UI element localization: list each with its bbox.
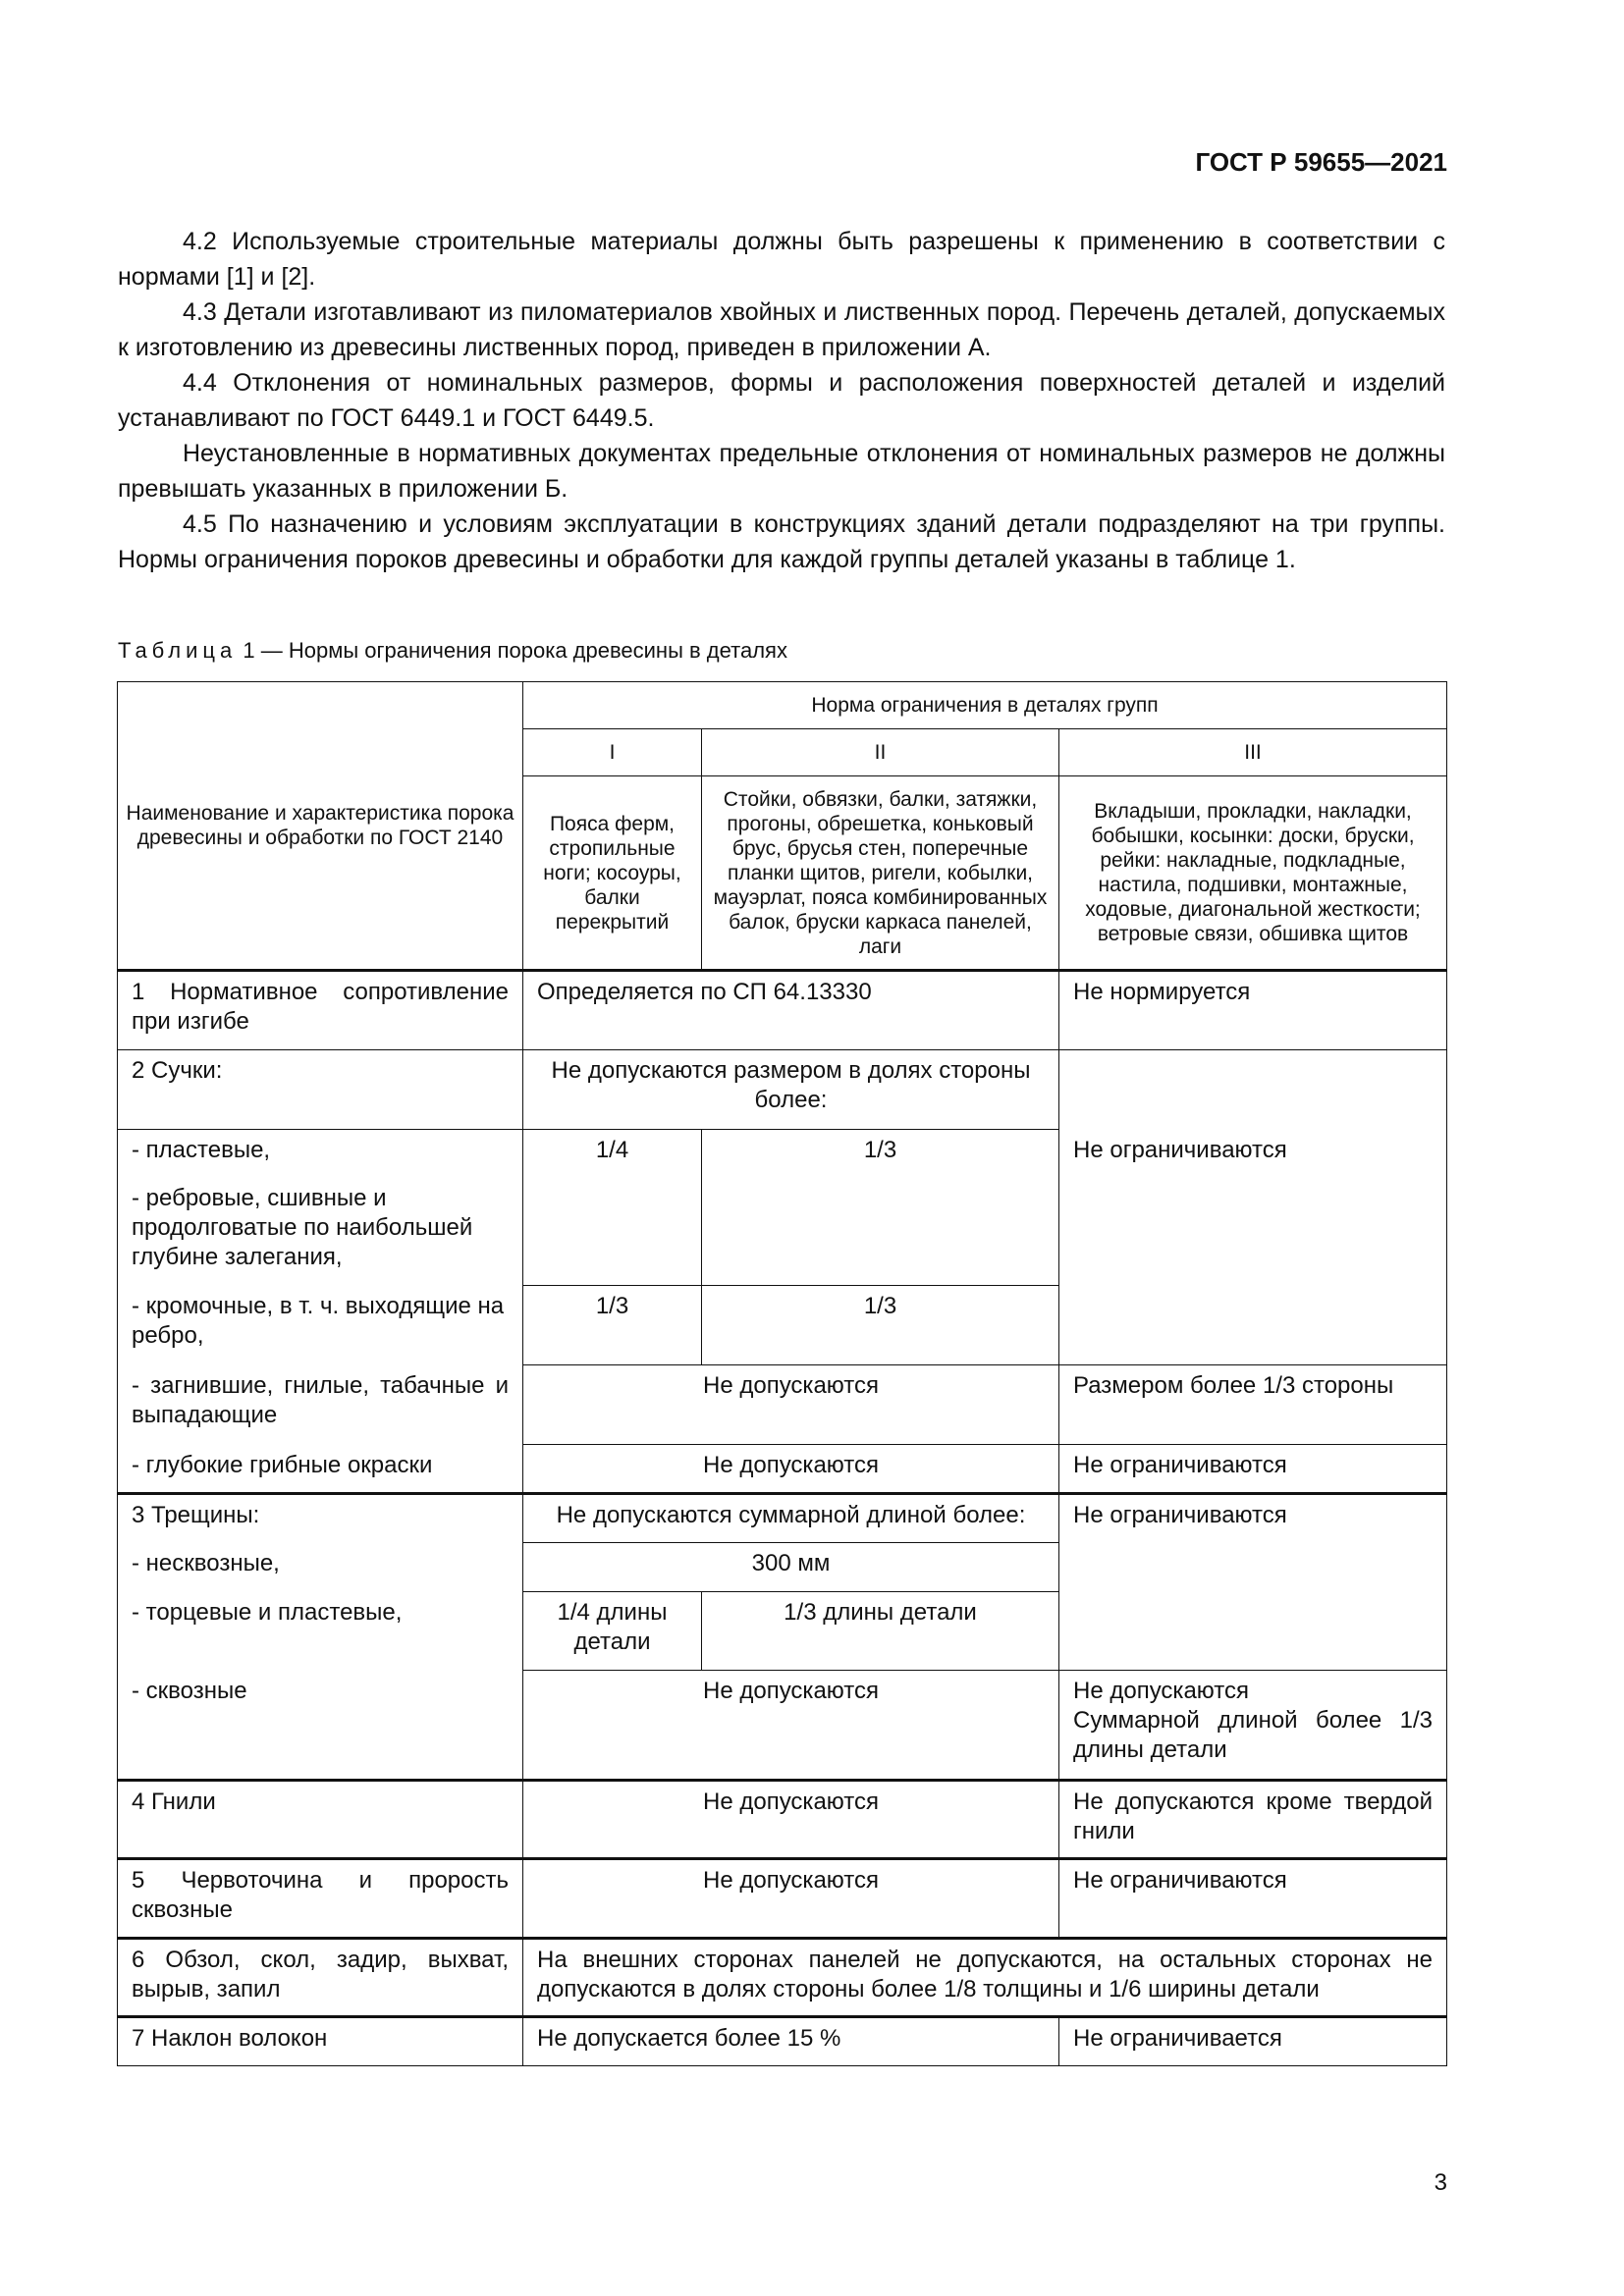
header-group-3-desc: Вкладыши, прокладки, накладки, бобышки, косынки: доски, бруски, рейки: накладные, подкладные, настила, подшивки, монтажные, ходовые, диагональной жесткости; ветровые связи, обшивка щитов: [1059, 776, 1447, 971]
row2d-name: - загнившие, гнилые, табачные и выпадающие: [118, 1365, 523, 1445]
body-text: [118, 224, 1445, 577]
table-row: [118, 1939, 1447, 2017]
row2-name: 2 Сучки:: [118, 1050, 523, 1130]
row3c-group3-line1: Не допускаются: [1073, 1678, 1249, 1704]
row2e-group3: Не ограничиваются: [1059, 1445, 1447, 1494]
row6-name: 6 Обзол, скол, задир, выхват, вырыв, запил: [118, 1939, 523, 2017]
row3a-name: - несквозные,: [118, 1543, 523, 1592]
row2e-name: - глубокие грибные окраски: [118, 1445, 523, 1494]
row2a-group1: 1/4: [523, 1130, 702, 1286]
paragraph-4-4: 4.4 Отклонения от номинальных размеров, формы и расположения поверхностей деталей и изделий устанавливают по ГОСТ 6449.1 и ГОСТ 6449.5.: [118, 369, 1445, 432]
row3b-name: - торцевые и пластевые,: [118, 1592, 523, 1671]
header-group-2-desc: Стойки, обвязки, балки, затяжки, прогоны, обрешетка, коньковый брус, брусья стен, поперечные планки щитов, ригели, кобылки, мауэрлат, пояса комбинированных балок, бруски каркаса панелей, лаги: [702, 776, 1059, 971]
table-row: [118, 971, 1447, 1050]
row1-group12: Определяется по СП 64.13330: [523, 971, 1059, 1050]
row3c-group12: Не допускаются: [523, 1671, 1059, 1781]
row3b-group2: 1/3 длины детали: [702, 1592, 1059, 1671]
row4-group12: Не допускаются: [523, 1781, 1059, 1859]
header-group-1: I: [523, 729, 702, 776]
page-number: 3: [1434, 2169, 1447, 2196]
table-row: [118, 1671, 1447, 1781]
row3-group12: Не допускаются суммарной длиной более:: [523, 1494, 1059, 1543]
table-row: [118, 1859, 1447, 1939]
row3-group3: Не ограничиваются: [1059, 1494, 1447, 1671]
row2d-group3: Размером более 1/3 стороны: [1059, 1365, 1447, 1445]
row3c-group3: [1059, 1671, 1447, 1781]
row5-name: 5 Червоточина и прорость сквозные: [118, 1859, 523, 1939]
table-row: [118, 1781, 1447, 1859]
row5-group3: Не ограничиваются: [1059, 1859, 1447, 1939]
defects-table: [117, 681, 1447, 2066]
row7-group12: Не допускается более 15 %: [523, 2017, 1059, 2066]
row2e-group12: Не допускаются: [523, 1445, 1059, 1494]
table-row: [118, 1445, 1447, 1494]
header-name-column: Наименование и характеристика порока древесины и обработки по ГОСТ 2140: [118, 682, 523, 971]
header-group-1-desc: Пояса ферм, стропильные ноги; косоуры, балки перекрытий: [523, 776, 702, 971]
row3c-group3-line2: Суммарной длиной более 1/3 длины детали: [1073, 1707, 1434, 1763]
row3c-name: - сквозные: [118, 1671, 523, 1781]
row3-name: 3 Трещины:: [118, 1494, 523, 1543]
header-norm-title: Норма ограничения в деталях групп: [523, 682, 1447, 729]
row7-name: 7 Наклон волокон: [118, 2017, 523, 2066]
table-caption-text: 1 — Нормы ограничения порока древесины в деталях: [243, 638, 787, 663]
document-header: ГОСТ Р 59655—2021: [1195, 147, 1447, 177]
table-row: [118, 1494, 1447, 1543]
row2-group12: Не допускаются размером в долях стороны более:: [523, 1050, 1059, 1130]
table-row: [118, 1050, 1447, 1130]
table-row: [118, 2017, 1447, 2066]
header-group-2: II: [702, 729, 1059, 776]
header-group-3: III: [1059, 729, 1447, 776]
row6-all-groups: На внешних сторонах панелей не допускаются, на остальных сторонах не допускаются в долях стороны более 1/8 толщины и 1/6 ширины детали: [523, 1939, 1447, 2017]
row2d-group12: Не допускаются: [523, 1365, 1059, 1445]
paragraph-4-5: 4.5 По назначению и условиям эксплуатации в конструкциях зданий детали подразделяют на три группы. Нормы ограничения пороков древесины и обработки для каждой группы деталей указаны в таблице 1.: [118, 510, 1445, 573]
row4-group3: Не допускаются кроме твердой гнили: [1059, 1781, 1447, 1859]
table-row: [118, 1365, 1447, 1445]
row4-name: 4 Гнили: [118, 1781, 523, 1859]
row3a-group12: 300 мм: [523, 1543, 1059, 1592]
row3b-group1: 1/4 длины детали: [523, 1592, 702, 1671]
row1-group3: Не нормируется: [1059, 971, 1447, 1050]
row2-group3-text: Не ограничиваются: [1073, 1137, 1287, 1163]
row2c-name: - кромочные, в т. ч. выходящие на ребро,: [118, 1286, 523, 1365]
paragraph-4-3: 4.3 Детали изготавливают из пиломатериалов хвойных и лиственных пород. Перечень деталей, допускаемых к изготовлению из древесины лиственных пород, приведен в приложении А.: [118, 298, 1445, 361]
row2a-group2: 1/3: [702, 1130, 1059, 1286]
paragraph-4-2: 4.2 Используемые строительные материалы должны быть разрешены к применению в соответствии с нормами [1] и [2].: [118, 228, 1445, 291]
row7-group3: Не ограничивается: [1059, 2017, 1447, 2066]
row2-group3: [1059, 1050, 1447, 1365]
row2b-name: - ребровые, сшивные и продолговатые по наибольшей глубине залегания,: [118, 1178, 523, 1286]
row1-name: 1 Нормативное сопротивление при изгибе: [118, 971, 523, 1050]
row5-group12: Не допускаются: [523, 1859, 1059, 1939]
table-caption: [118, 638, 787, 664]
table-caption-label: Таблица: [118, 638, 238, 663]
row2c-group1: 1/3: [523, 1286, 702, 1365]
row2a-name: - пластевые,: [118, 1130, 523, 1178]
row2c-group2: 1/3: [702, 1286, 1059, 1365]
paragraph-4-4-note: Неустановленные в нормативных документах предельные отклонения от номинальных размеров не должны превышать указанных в приложении Б.: [118, 440, 1445, 503]
